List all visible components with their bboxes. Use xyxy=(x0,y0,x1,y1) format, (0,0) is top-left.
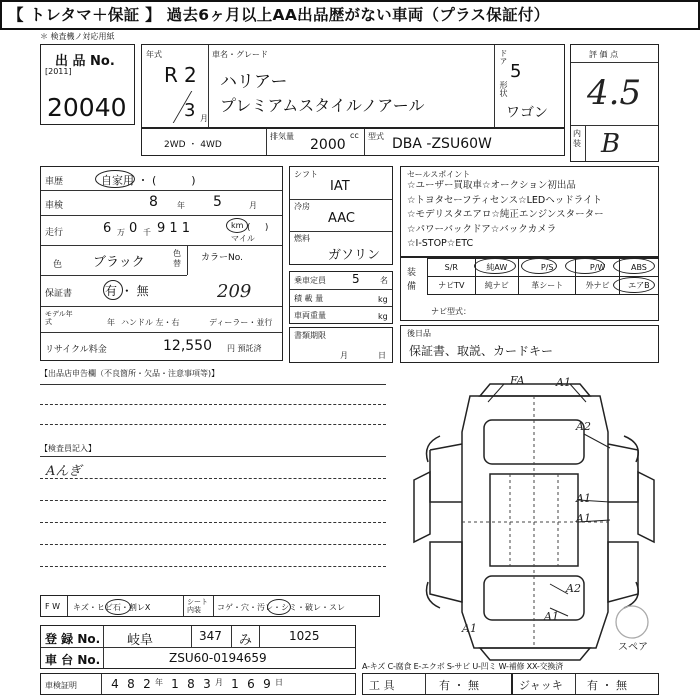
banner-title: 【 トレタマ＋保証 】 過去6ヶ月以上AA出品歴がない車両（プラス保証付） xyxy=(0,0,700,30)
dealer: ディーラー・並行 xyxy=(209,318,273,327)
load-label: 積 載 量 xyxy=(294,294,324,303)
cert-digit: 6 xyxy=(247,677,255,691)
vehicle-header-box xyxy=(141,44,565,128)
jack-label: ジャッキ xyxy=(519,679,563,692)
cert-digit: 3 xyxy=(203,677,211,691)
equip-abs: ABS xyxy=(619,259,658,277)
equip-sr: S/R xyxy=(428,259,476,277)
cert-digit: 2 xyxy=(143,677,151,691)
damage-mark: A2 xyxy=(576,420,591,433)
shape: ワゴン xyxy=(506,105,548,121)
model-label: 型式 xyxy=(368,132,384,141)
equipment-label: 装 備 xyxy=(407,268,417,292)
equip-pw: P/W xyxy=(576,259,619,277)
grade: プレミアムスタイルノアール xyxy=(220,96,425,115)
damage-mark: A1 xyxy=(544,610,559,623)
jack-box xyxy=(512,673,659,695)
doc-expiry-label: 書類期限 xyxy=(294,331,326,340)
cert-digit: 1 xyxy=(231,677,239,691)
equip-ps: P/S xyxy=(519,259,576,277)
navi-type-label: ナビ型式： xyxy=(431,307,471,316)
cert-digit: 1 xyxy=(171,677,179,691)
cert-row xyxy=(40,673,356,695)
equip-pure-navi: 純ナビ xyxy=(475,277,518,295)
km-circle xyxy=(226,218,248,233)
sales-points-list xyxy=(407,179,604,252)
fw-seat-row xyxy=(40,595,380,617)
ac: AAC xyxy=(328,211,355,226)
km-unit: km xyxy=(231,221,244,230)
doors-label: ドア xyxy=(499,49,508,65)
inspect-year-unit: 年 xyxy=(177,201,185,210)
registration-box xyxy=(40,625,356,669)
man-unit: 万 xyxy=(117,228,125,237)
month-unit: 月 xyxy=(200,114,208,123)
cert-digit: 8 xyxy=(187,677,195,691)
equip-airbag: エアB xyxy=(619,277,658,295)
cc-unit: cc xyxy=(350,131,359,140)
cert-digits xyxy=(107,677,287,691)
tools-label: 工 具 xyxy=(369,679,395,692)
car-name: ハリアー xyxy=(220,72,288,92)
cert-unit: 月 xyxy=(215,678,223,687)
capacity-unit: 名 xyxy=(380,276,388,285)
reg-label: 登 録 No. xyxy=(45,632,101,646)
spare-tire-icon xyxy=(616,606,648,638)
damage-legend: A-キズ C-腐食 E-エクボ S-サビ U-凹ミ W-補修 XX-交換済 xyxy=(362,662,563,671)
warranty-circle xyxy=(103,280,123,300)
month: 3 xyxy=(184,100,196,121)
reg-prefecture: 岐阜 xyxy=(127,633,154,648)
damage-mark: A1 xyxy=(576,492,591,505)
mileage-man: 6 xyxy=(103,221,112,236)
model-year-label: モデル年式 xyxy=(45,310,73,326)
capacity-label: 乗車定員 xyxy=(294,276,326,285)
cert-digit: 8 xyxy=(127,677,135,691)
equipment-box xyxy=(400,257,659,321)
interior-label: 内装 xyxy=(573,129,581,148)
jack-value: 有 ・ 無 xyxy=(587,679,627,692)
later-items-box xyxy=(400,325,659,363)
sales-point: ☆I-STOP☆ETC xyxy=(407,238,474,249)
sales-points-box xyxy=(400,166,659,257)
seat-circle xyxy=(267,599,291,615)
later-items: 保証書、取説、カードキー xyxy=(409,344,554,358)
history: 自家用 ・ ( ) xyxy=(101,174,196,187)
year-label: 年式 xyxy=(146,50,162,59)
shift: IAT xyxy=(330,179,350,194)
mile-unit: マイル xyxy=(231,234,255,243)
fw-items: キズ・ヒビ石・割レX xyxy=(73,603,151,612)
spec-row xyxy=(141,128,565,156)
sales-point: ☆パワーバックドア☆バックカメラ xyxy=(407,223,557,235)
cert-unit: 日 xyxy=(275,678,283,687)
drive: 2WD ・ 4WD xyxy=(164,140,222,150)
reg-class: 347 xyxy=(199,629,222,643)
recycle-fee: 12,550 xyxy=(163,338,212,354)
score: 4.5 xyxy=(587,73,642,113)
lot-label: 出 品 No. xyxy=(55,54,115,69)
mileage-rest: 9 1 1 xyxy=(157,221,191,236)
equip-circle xyxy=(565,258,605,274)
color-no-label: カラーNo. xyxy=(201,253,243,263)
doors: 5 xyxy=(510,61,522,82)
reg-number: 1025 xyxy=(289,629,320,643)
seat-label: シート内装 xyxy=(187,598,208,614)
later-items-label: 後日品 xyxy=(407,329,431,338)
warranty: 有 ・ 無 xyxy=(105,284,149,298)
detail-box xyxy=(40,166,283,361)
tools-box xyxy=(362,673,512,695)
color-label: 色 xyxy=(53,260,63,270)
spare-label: スペア xyxy=(618,642,648,653)
year-number: 2 xyxy=(184,63,197,87)
damage-mark: A1 xyxy=(576,512,591,525)
history-circle xyxy=(95,170,135,188)
tools-value: 有 ・ 無 xyxy=(439,679,479,692)
weight-label: 車両重量 xyxy=(294,311,326,320)
displacement: 2000 xyxy=(310,137,346,153)
recycle-label: リサイクル料金 xyxy=(45,345,107,355)
cert-digit: 4 xyxy=(111,677,119,691)
cert-label: 車検証明 xyxy=(45,681,77,690)
score-label: 評 価 点 xyxy=(589,50,619,59)
reg-kana: み xyxy=(239,633,253,648)
inspect-month-unit: 月 xyxy=(249,201,257,210)
color-number: 209 xyxy=(217,281,252,302)
shift-label: シフト xyxy=(294,170,318,179)
sales-point: ☆ユーザー買取車☆オークション初出品 xyxy=(407,180,576,191)
capacity: 5 xyxy=(352,272,360,286)
score-box xyxy=(570,44,659,162)
equip-navitv: ナビTV xyxy=(428,277,476,295)
recycle-unit: 円 預託済 xyxy=(227,344,262,353)
doc-expiry-month: 月 xyxy=(340,351,348,360)
equip-circle xyxy=(474,258,516,274)
inspector-label: 【検査員記入】 xyxy=(40,444,96,453)
damage-mark: A2 xyxy=(566,582,581,595)
equip-circle xyxy=(521,258,557,274)
capacity-box xyxy=(289,271,393,324)
damage-mark: A1 xyxy=(556,376,571,389)
equip-circle xyxy=(613,277,655,293)
load-unit: kg xyxy=(378,295,388,304)
equip-circle xyxy=(613,258,655,274)
cert-digit: 9 xyxy=(263,677,271,691)
top-note: ＊ 検査機ノ対応用紙 xyxy=(40,32,115,41)
color-change-label: 色替 xyxy=(173,249,181,268)
year-era: R xyxy=(164,63,178,87)
chassis-number: ZSU60-0194659 xyxy=(169,651,267,665)
damage-mark: FA xyxy=(510,374,525,387)
sales-point: ☆モデリスタエアロ☆純正エンジンスターター xyxy=(407,209,604,220)
chassis-label: 車 台 No. xyxy=(45,653,101,667)
equip-aw: 純AW xyxy=(475,259,518,277)
mileage-sen: 0 xyxy=(129,221,138,236)
warranty-label: 保証書 xyxy=(45,289,73,299)
sales-point: ☆トヨタセーフティセンス☆LEDヘッドライト xyxy=(407,194,602,206)
mechanical-box xyxy=(289,166,393,265)
model-year-unit: 年 xyxy=(107,318,115,327)
cert-unit: 年 xyxy=(155,678,163,687)
doc-expiry-day: 日 xyxy=(378,351,386,360)
doc-expiry-box xyxy=(289,327,393,363)
sales-points-label: セールスポイント xyxy=(407,170,471,179)
mileage-paren: ( ) xyxy=(247,223,269,233)
seat-items: コゲ・穴・汚レ・シミ・破レ・スレ xyxy=(217,603,345,612)
inspect-year: 8 xyxy=(149,194,158,210)
fuel: ガソリン xyxy=(328,248,381,263)
handle: ハンドル 左・右 xyxy=(121,318,180,327)
equip-ext-navi: 外ナビ xyxy=(576,277,619,295)
inspect-label: 車検 xyxy=(45,201,64,211)
damage-mark: A1 xyxy=(462,622,477,635)
lot-number: 20040 xyxy=(47,93,127,122)
mileage-label: 走行 xyxy=(45,228,64,238)
equip-leather: 革シート xyxy=(519,277,576,295)
inspector-note: Aんぎ xyxy=(46,464,82,479)
fw-circle xyxy=(105,599,131,615)
history-label: 車歴 xyxy=(45,177,64,187)
lot-tag: [2011] xyxy=(45,67,72,76)
shape-label: 形状 xyxy=(499,81,508,97)
fw-label: F W xyxy=(45,602,61,611)
interior-score: B xyxy=(601,129,621,159)
notes-label: 【出品店申告欄（不良箇所・欠品・注意事項等)】 xyxy=(40,369,220,378)
color: ブラック xyxy=(93,255,145,270)
inspect-month: 5 xyxy=(213,194,222,210)
weight-unit: kg xyxy=(378,312,388,321)
ac-label: 冷房 xyxy=(294,202,310,211)
model: DBA -ZSU60W xyxy=(392,136,492,152)
fuel-label: 燃料 xyxy=(294,234,310,243)
car-damage-diagram xyxy=(400,372,662,672)
lot-box xyxy=(40,44,135,125)
displacement-label: 排気量 xyxy=(270,132,294,141)
sen-unit: 千 xyxy=(143,228,151,237)
car-name-label: 車名・グレード xyxy=(212,50,268,59)
